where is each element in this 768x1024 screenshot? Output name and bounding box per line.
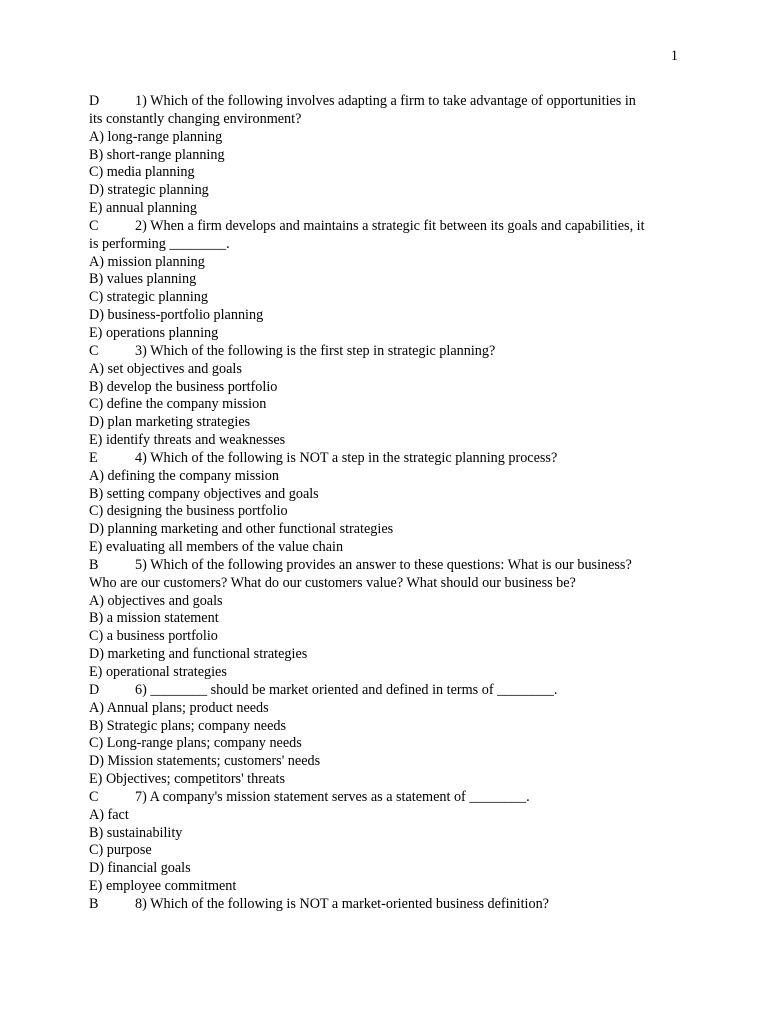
answer-option: D) business-portfolio planning <box>89 307 264 324</box>
question-block <box>89 93 689 218</box>
question-text-continued: Who are our customers? What do our customers value? What should our business be? <box>89 574 576 591</box>
answer-option: B) setting company objectives and goals <box>89 485 319 502</box>
question-line <box>89 682 689 700</box>
answer-option: C) purpose <box>89 842 152 859</box>
question-line <box>89 218 689 236</box>
answer-key: C <box>89 342 99 359</box>
question-line <box>89 343 689 361</box>
question-line <box>89 896 689 914</box>
question-line <box>89 450 689 468</box>
question-line <box>89 557 689 575</box>
answer-key: D <box>89 93 100 109</box>
answer-option: B) a mission statement <box>89 610 219 627</box>
answer-option: B) develop the business portfolio <box>89 378 278 395</box>
answer-option: E) annual planning <box>89 200 197 217</box>
answer-option: D) Mission statements; customers' needs <box>89 753 321 770</box>
question-text: 1) Which of the following involves adapting a firm to take advantage of opportunities in <box>135 93 636 109</box>
answer-option: D) planning marketing and other functional strategies <box>89 521 394 538</box>
answer-option: B) values planning <box>89 271 197 288</box>
answer-option: A) set objectives and goals <box>89 360 242 377</box>
question-block <box>89 557 689 682</box>
answer-option: E) evaluating all members of the value chain <box>89 539 344 556</box>
answer-key: E <box>89 449 98 466</box>
question-text: 4) Which of the following is NOT a step in the strategic planning process? <box>135 449 558 466</box>
answer-option: A) fact <box>89 806 129 823</box>
page-number: 1 <box>670 48 678 64</box>
answer-option: E) identify threats and weaknesses <box>89 432 286 449</box>
question-block <box>89 343 689 450</box>
answer-option: D) marketing and functional strategies <box>89 646 308 663</box>
question-block <box>89 896 689 914</box>
answer-option: B) short-range planning <box>89 146 225 163</box>
answer-option: D) strategic planning <box>89 182 209 199</box>
question-text: 7) A company's mission statement serves as a statement of ________. <box>135 788 530 805</box>
answer-option: A) mission planning <box>89 253 205 270</box>
question-block <box>89 450 689 557</box>
question-text: 6) ________ should be market oriented and defined in terms of ________. <box>135 681 558 698</box>
answer-key: B <box>89 895 99 912</box>
answer-option: C) designing the business portfolio <box>89 503 288 520</box>
answer-option: E) Objectives; competitors' threats <box>89 771 285 788</box>
answer-option: C) a business portfolio <box>89 628 218 645</box>
question-text-continued: its constantly changing environment? <box>89 110 302 127</box>
answer-option: A) Annual plans; product needs <box>89 699 269 716</box>
answer-option: C) define the company mission <box>89 396 267 413</box>
answer-option: E) employee commitment <box>89 878 237 895</box>
answer-key: B <box>89 556 99 573</box>
question-text-continued: is performing ________. <box>89 235 230 252</box>
answer-option: B) sustainability <box>89 824 183 841</box>
question-text: 8) Which of the following is NOT a market-oriented business definition? <box>135 895 549 912</box>
question-line <box>89 93 689 111</box>
answer-key: D <box>89 681 100 698</box>
answer-option: C) Long-range plans; company needs <box>89 735 302 752</box>
answer-key: C <box>89 217 99 234</box>
answer-option: D) plan marketing strategies <box>89 414 251 431</box>
question-block <box>89 218 689 343</box>
answer-key: C <box>89 788 99 805</box>
question-text: 5) Which of the following provides an answer to these questions: What is our business? <box>135 556 632 573</box>
question-block <box>89 789 689 896</box>
question-block <box>89 682 689 789</box>
answer-option: C) strategic planning <box>89 289 208 306</box>
answer-option: C) media planning <box>89 164 195 181</box>
answer-option: A) objectives and goals <box>89 592 223 609</box>
question-list <box>89 93 689 914</box>
question-line <box>89 789 689 807</box>
answer-option: E) operations planning <box>89 324 219 341</box>
answer-option: D) financial goals <box>89 860 191 877</box>
question-text: 2) When a firm develops and maintains a strategic fit between its goals and capabilities, it <box>135 217 645 234</box>
answer-option: A) defining the company mission <box>89 467 279 484</box>
answer-option: E) operational strategies <box>89 664 227 680</box>
question-text: 3) Which of the following is the first step in strategic planning? <box>135 342 496 359</box>
answer-option: B) Strategic plans; company needs <box>89 717 286 734</box>
answer-option: A) long-range planning <box>89 128 223 145</box>
